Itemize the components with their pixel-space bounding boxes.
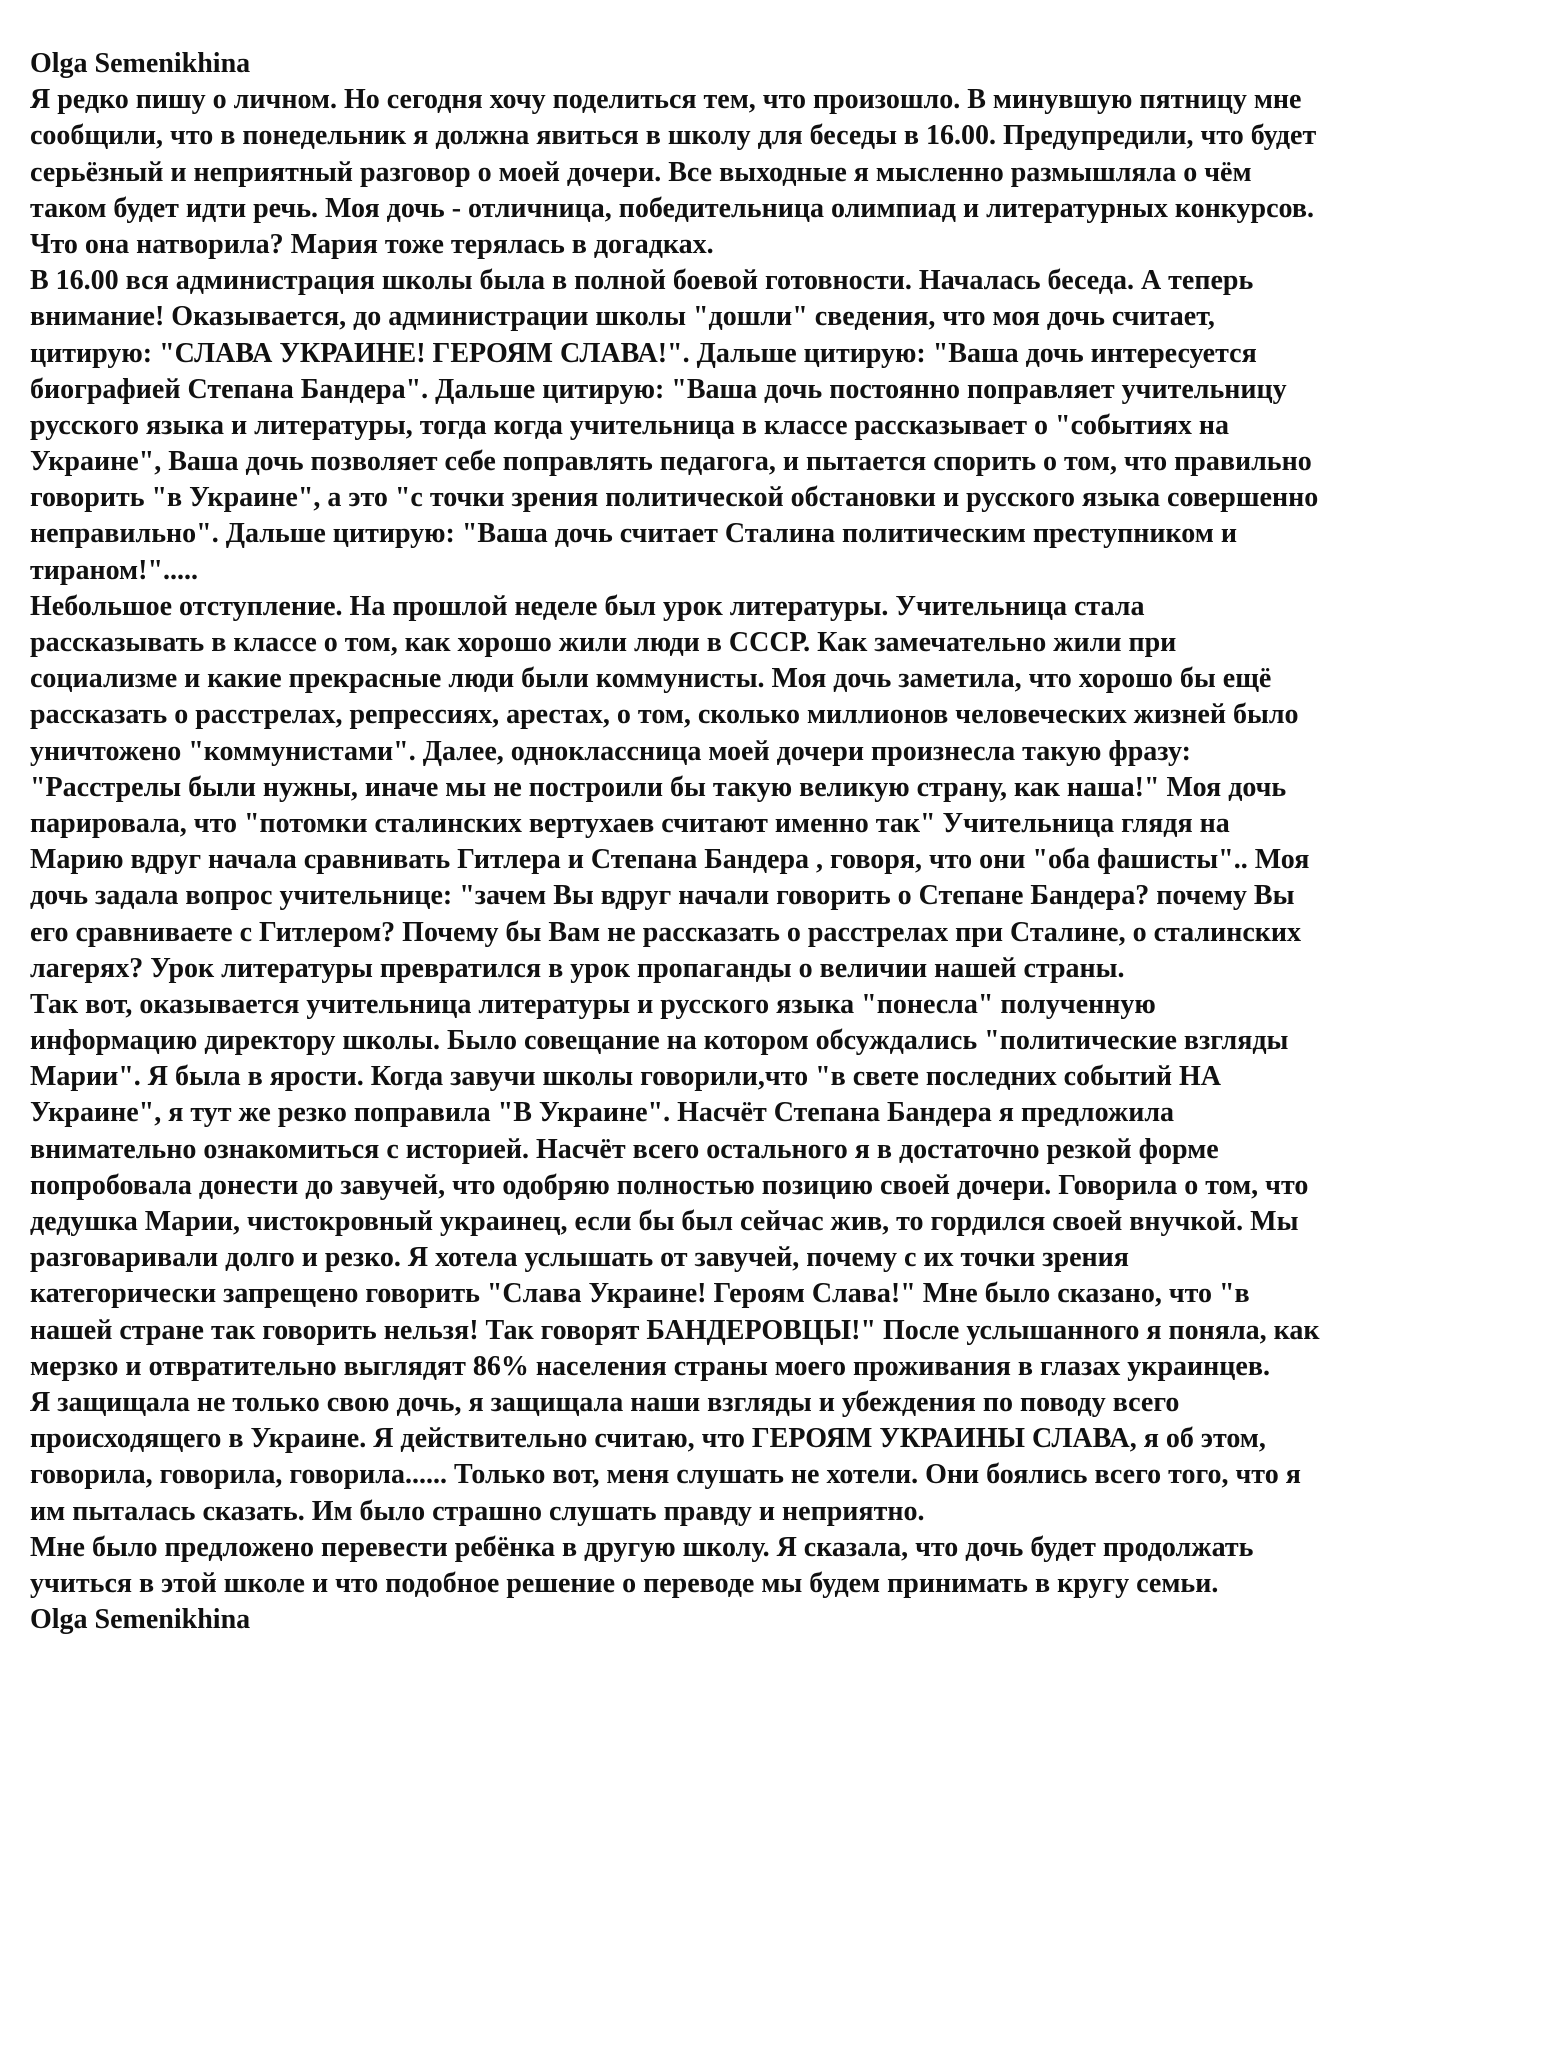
text-line: Я защищала не только свою дочь, я защищала наши взгляды и убеждения по поводу всего bbox=[30, 1386, 1180, 1418]
text-line: Марию вдруг начала сравнивать Гитлера и Степана Бандера , говоря, что они "оба фашисты".. Моя bbox=[30, 844, 1310, 876]
text-lines bbox=[30, 82, 1530, 1602]
text-line: внимательно ознакомиться с историей. Насчёт всего остального я в достаточно резкой форме bbox=[30, 1133, 1219, 1165]
text-line: рассказывать в классе о том, как хорошо жили люди в СССР. Как замечательно жили при bbox=[30, 627, 1177, 658]
text-line: его сравниваете с Гитлером? Почему бы Вам не рассказать о расстрелах при Сталине, о сталинских bbox=[30, 916, 1302, 948]
text-line: "Расстрелы были нужны, иначе мы не построили бы такую великую страну, как наша!" Моя дочь bbox=[30, 771, 1287, 803]
text-line: биографией Степана Бандера". Дальше цитирую: "Ваша дочь постоянно поправляет учительницу bbox=[30, 373, 1287, 405]
text-line: попробовала донести до завучей, что одобряю полностью позицию своей дочери. Говорила о том, что bbox=[30, 1169, 1309, 1201]
text-line: внимание! Оказывается, до администрации школы "дошли" сведения, что моя дочь считает, bbox=[30, 301, 1215, 333]
text-line: Мне было предложено перевести ребёнка в другую школу. Я сказала, что дочь будет продолжать bbox=[30, 1531, 1254, 1563]
author-name-top: Olga Semenikhina bbox=[30, 48, 251, 79]
text-line: Марии". Я была в ярости. Когда завучи школы говорили,что "в свете последних событий НА bbox=[30, 1061, 1221, 1093]
text-line: уничтожено "коммунистами". Далее, одноклассница моей дочери произнесла такую фразу: bbox=[30, 735, 1191, 767]
text-line: дочь задала вопрос учительнице: "зачем Вы вдруг начали говорить о Степане Бандера? почему Вы bbox=[30, 880, 1295, 912]
text-line: Так вот, оказывается учительница литературы и русского языка "понесла" полученную bbox=[30, 988, 1156, 1020]
text-line: Украине", Ваша дочь позволяет себе поправлять педагога, и пытается спорить о том, что правильно bbox=[30, 446, 1312, 478]
text-line: неправильно". Дальше цитирую: "Ваша дочь считает Сталина политическим преступником и bbox=[30, 518, 1237, 550]
text-line: говорить "в Украине", а это "с точки зрения политической обстановки и русского языка совершенно bbox=[30, 482, 1319, 514]
text-line: Что она натворила? Мария тоже терялась в догадках. bbox=[30, 228, 714, 260]
text-line: рассказать о расстрелах, репрессиях, арестах, о том, сколько миллионов человеческих жизней было bbox=[30, 699, 1299, 731]
text-line: таком будет идти речь. Моя дочь - отличница, победительница олимпиад и литературных конкурсов. bbox=[30, 192, 1314, 224]
text-line: тираном!"..... bbox=[30, 554, 198, 586]
text-line: информацию директору школы. Было совещание на котором обсуждались "политические взгляды bbox=[30, 1025, 1289, 1057]
text-line: В 16.00 вся администрация школы была в полной боевой готовности. Началась беседа. А теперь bbox=[30, 265, 1254, 297]
text-line: учиться в этой школе и что подобное решение о переводе мы будем принимать в кругу семьи. bbox=[30, 1567, 1219, 1599]
text-line: происходящего в Украине. Я действительно считаю, что ГЕРОЯМ УКРАИНЫ СЛАВА, я об этом, bbox=[30, 1423, 1266, 1455]
text-line: серьёзный и неприятный разговор о моей дочери. Все выходные я мысленно размышляла о чём bbox=[30, 156, 1252, 188]
text-line: мерзко и отвратительно выглядят 86% населения страны моего проживания в глазах украинцев. bbox=[30, 1350, 1270, 1382]
text-line: русского языка и литературы, тогда когда учительница в классе рассказывает о "событиях на bbox=[30, 409, 1230, 441]
text-line: Я редко пишу о личном. Но сегодня хочу поделиться тем, что произошло. В минувшую пятницу мне bbox=[30, 84, 1302, 116]
text-line: говорила, говорила, говорила...... Только вот, меня слушать не хотели. Они боялись всего того, что я bbox=[30, 1459, 1301, 1491]
text-line: лагерях? Урок литературы превратился в урок пропаганды о величии нашей страны. bbox=[30, 952, 1125, 984]
text-line: сообщили, что в понедельник я должна явиться в школу для беседы в 16.00. Предупредили, что будет bbox=[30, 120, 1317, 152]
text-line: Украине", я тут же резко поправила "В Украине". Насчёт Степана Бандера я предложила bbox=[30, 1097, 1175, 1129]
text-line: разговаривали долго и резко. Я хотела услышать от завучей, почему с их точки зрения bbox=[30, 1242, 1129, 1274]
text-line: категорически запрещено говорить "Слава Украине! Героям Слава!" Мне было сказано, что "в bbox=[30, 1278, 1250, 1310]
text-line: парировала, что "потомки сталинских вертухаев считают именно так" Учительница глядя на bbox=[30, 807, 1230, 839]
text-line: Небольшое отступление. На прошлой неделе был урок литературы. Учительница стала bbox=[30, 590, 1145, 622]
text-line: нашей стране так говорить нельзя! Так говорят БАНДЕРОВЦЫ!" После услышанного я поняла, как bbox=[30, 1314, 1320, 1346]
author-name-bottom: Olga Semenikhina bbox=[30, 1604, 251, 1636]
text-line: социализме и какие прекрасные люди были коммунисты. Моя дочь заметила, что хорошо бы ещё bbox=[30, 663, 1272, 695]
text-line: цитирую: "СЛАВА УКРАИНЕ! ГЕРОЯМ СЛАВА!". Дальше цитирую: "Ваша дочь интересуется bbox=[30, 337, 1257, 369]
document-body bbox=[30, 46, 1530, 1638]
text-line: дедушка Марии, чистокровный украинец, если бы был сейчас жив, то гордился своей внучкой. Мы bbox=[30, 1206, 1299, 1237]
text-line: им пыталась сказать. Им было страшно слушать правду и неприятно. bbox=[30, 1495, 925, 1527]
